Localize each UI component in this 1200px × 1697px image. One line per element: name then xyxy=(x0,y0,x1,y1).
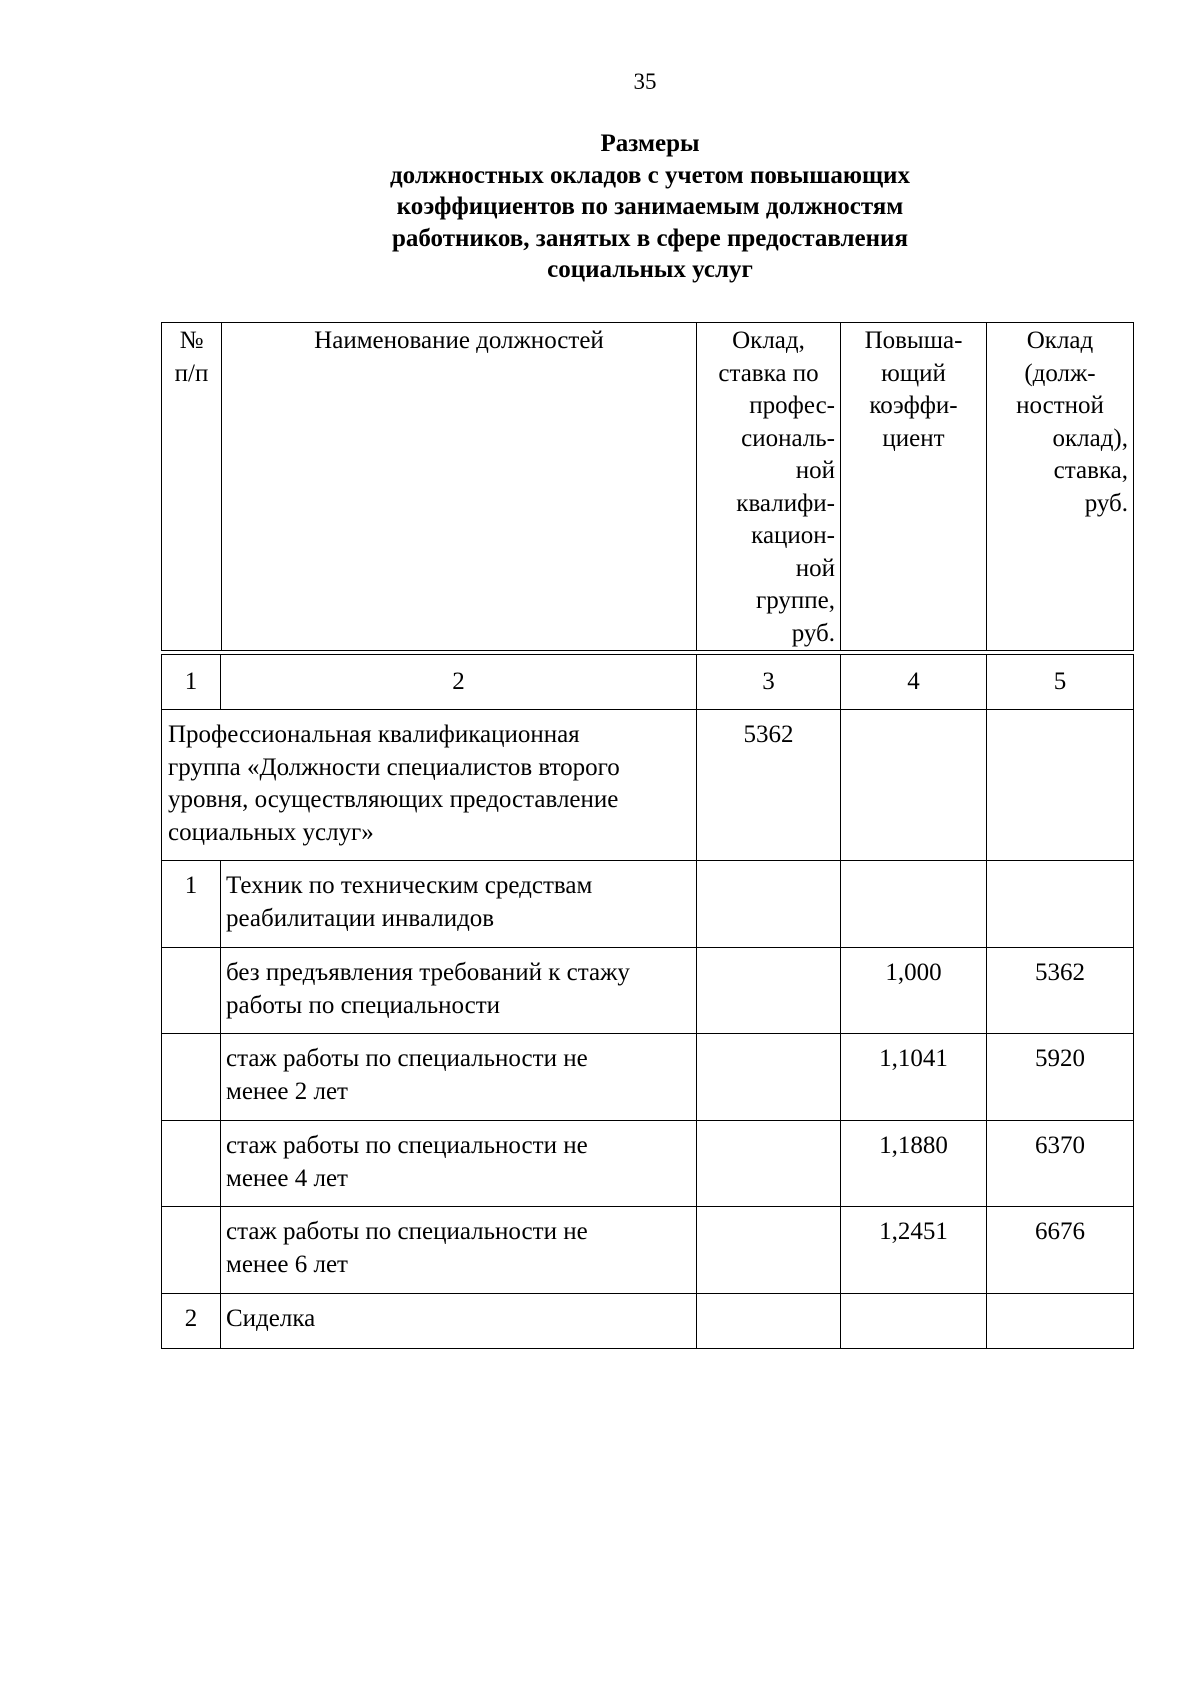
row-number xyxy=(162,1121,221,1207)
row-number: 2 xyxy=(162,1294,221,1349)
column-number: 4 xyxy=(841,655,987,710)
salary-table-body xyxy=(161,654,1134,1349)
table-row xyxy=(162,1034,1134,1121)
position-name: стаж работы по специальности не менее 6 лет xyxy=(221,1207,697,1294)
table-row xyxy=(162,861,1134,948)
empty-cell xyxy=(697,1294,841,1349)
empty-cell xyxy=(697,1121,841,1207)
header-col-coefficient: Повыша- ющий коэффи- циент xyxy=(841,323,987,651)
group-row xyxy=(162,710,1134,861)
coefficient: 1,1041 xyxy=(841,1034,987,1121)
row-number xyxy=(162,1207,221,1294)
coefficient: 1,2451 xyxy=(841,1207,987,1294)
page-number: 35 xyxy=(633,69,657,94)
coefficient: 1,000 xyxy=(841,948,987,1034)
position-name: Сиделка xyxy=(221,1294,697,1349)
header-col-position: Наименование должностей xyxy=(222,323,697,651)
title-line: коэффициентов по занимаемым должностям xyxy=(396,193,904,220)
title-line: должностных окладов с учетом повышающих xyxy=(390,161,910,189)
position-name: стаж работы по специальности не менее 2 лет xyxy=(221,1034,697,1121)
coefficient xyxy=(841,861,987,948)
table-row xyxy=(162,948,1134,1034)
empty-cell xyxy=(697,1207,841,1294)
group-base-salary: 5362 xyxy=(697,710,841,861)
salary: 6676 xyxy=(987,1207,1134,1294)
coefficient xyxy=(841,1294,987,1349)
title-line: социальных услуг xyxy=(547,256,753,283)
empty-cell xyxy=(841,710,987,861)
table-row xyxy=(162,1121,1134,1207)
position-name: стаж работы по специальности не менее 4 лет xyxy=(221,1121,697,1207)
header-col-base-salary: Оклад, ставка по профес- сиональ- ной квалифи- кацион- ной группе, руб. xyxy=(697,323,841,651)
column-number-row xyxy=(162,655,1134,710)
row-number xyxy=(162,948,221,1034)
salary: 6370 xyxy=(987,1121,1134,1207)
salary: 5920 xyxy=(987,1034,1134,1121)
row-number: 1 xyxy=(162,861,221,948)
row-number xyxy=(162,1034,221,1121)
coefficient: 1,1880 xyxy=(841,1121,987,1207)
column-number: 5 xyxy=(987,655,1134,710)
column-number: 2 xyxy=(221,655,697,710)
salary xyxy=(987,1294,1134,1349)
title-line: Размеры xyxy=(600,130,700,157)
title-line: работников, занятых в сфере предоставления xyxy=(391,224,908,252)
column-number: 3 xyxy=(697,655,841,710)
position-name: Техник по техническим средствам реабилитации инвалидов xyxy=(221,861,697,948)
header-col-salary: Оклад (долж- ностной оклад), ставка, руб. xyxy=(987,323,1134,651)
header-col-number: № п/п xyxy=(162,323,222,651)
table-row xyxy=(162,1207,1134,1294)
salary xyxy=(987,861,1134,948)
empty-cell xyxy=(697,861,841,948)
document-title xyxy=(300,128,1000,286)
column-number: 1 xyxy=(162,655,221,710)
empty-cell xyxy=(697,948,841,1034)
salary-table-header xyxy=(161,322,1134,651)
empty-cell xyxy=(987,710,1134,861)
salary: 5362 xyxy=(987,948,1134,1034)
empty-cell xyxy=(697,1034,841,1121)
group-label: Профессиональная квалификационная группа «Должности специалистов второго уровня, осуществляющих предоставление социальных услуг» xyxy=(162,710,697,861)
position-name: без предъявления требований к стажу работы по специальности xyxy=(221,948,697,1034)
table-row xyxy=(162,1294,1134,1349)
